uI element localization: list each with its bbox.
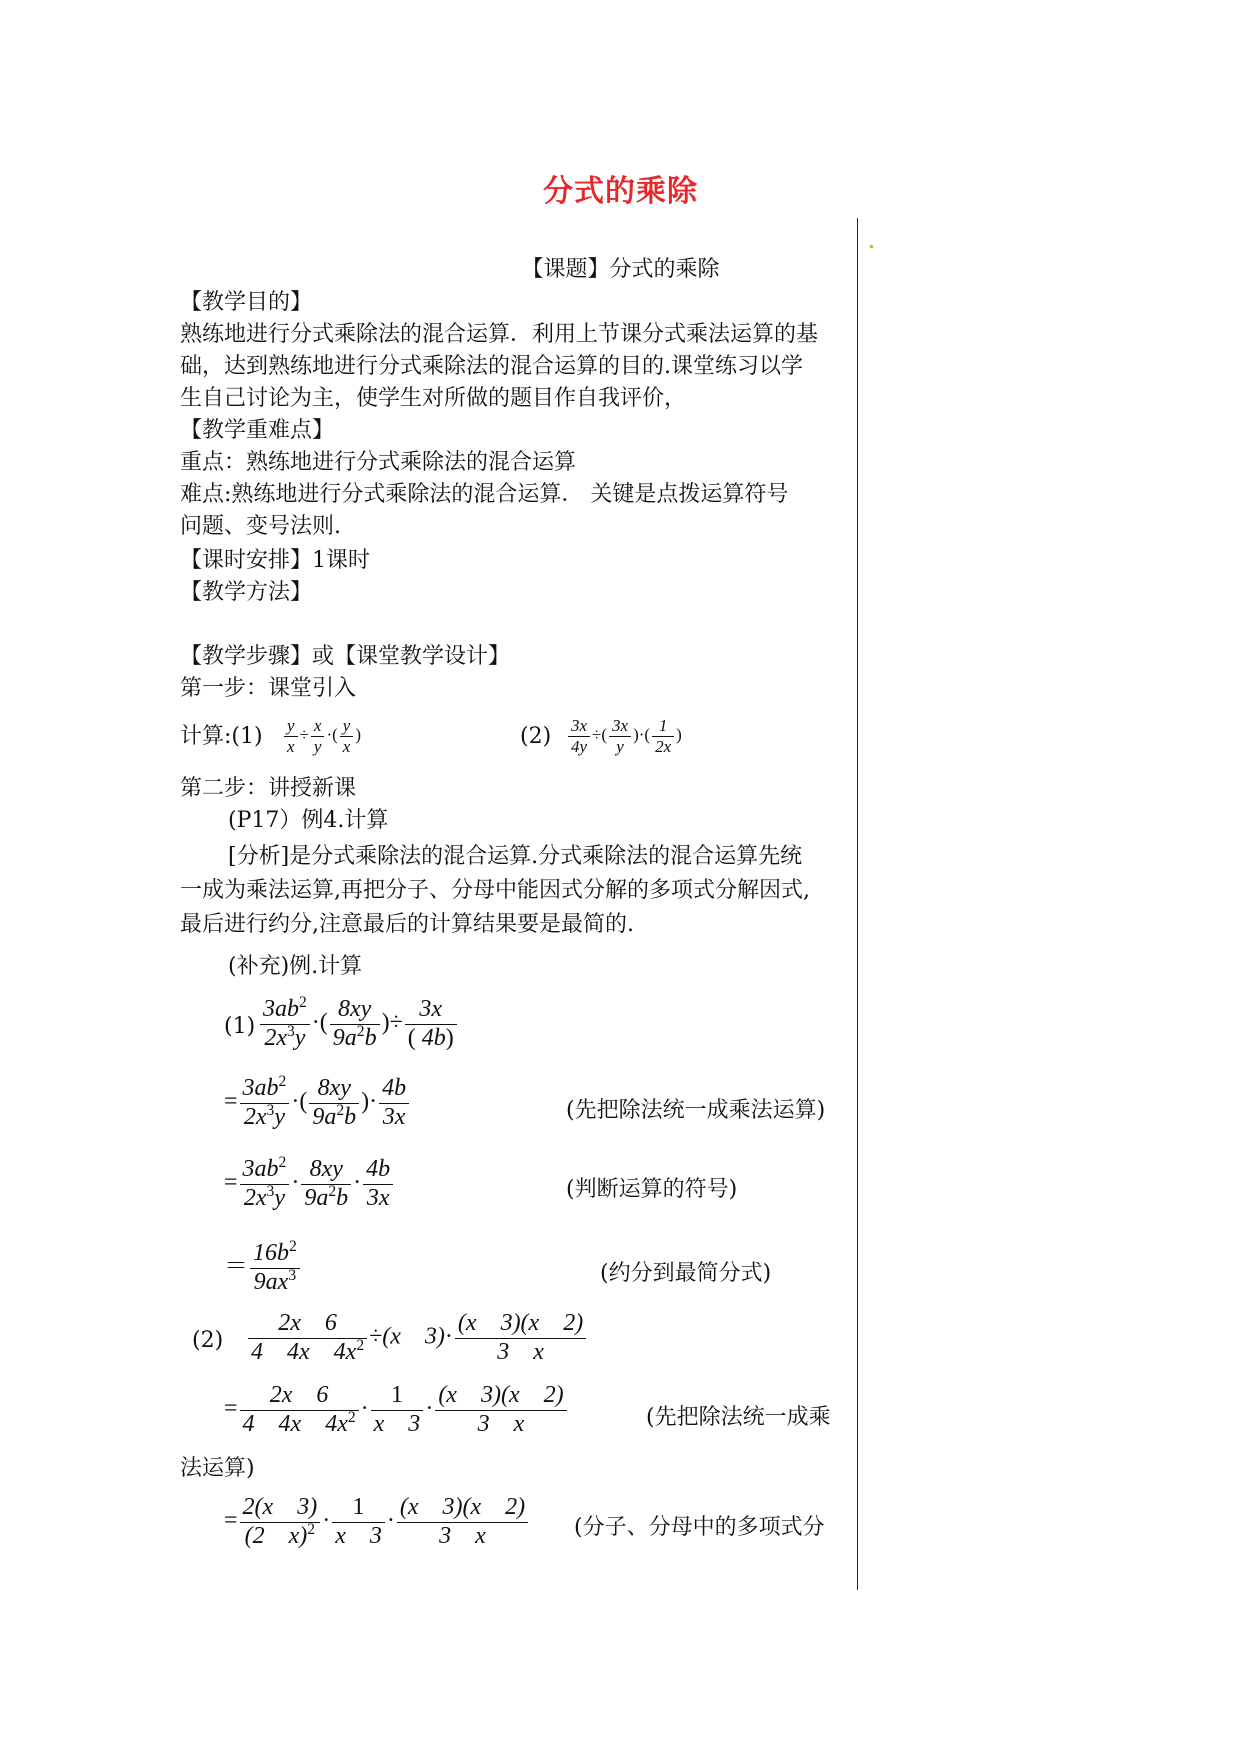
- fraction: $\frac{y}{x}$: [340, 716, 354, 756]
- method-heading: 【教学方法】: [180, 580, 313, 605]
- note-5: (分子、分母中的多项式分: [574, 1515, 825, 1540]
- note-2: (判断运算的符号): [566, 1177, 738, 1202]
- analysis-line-1: [分析]是分式乘除法的混合运算.分式乘除法的混合运算先统: [228, 844, 803, 869]
- key-line-2: 难点:熟练地进行分式乘除法的混合运算． 关键是点拨运算符号: [180, 482, 789, 507]
- ex2-label: (2): [192, 1328, 224, 1353]
- analysis-line-2: 一成为乘法运算,再把分子、分母中能因式分解的多项式分解因式,: [180, 878, 810, 903]
- ex2-step-3: = $\frac{2(x 3)}{(2 x)^2}$ · $\frac{1}{x 3}$ · $\frac{(x 3)(x 2)}{3 x}$: [224, 1494, 530, 1550]
- note-4-cont: 法运算): [180, 1456, 255, 1481]
- key-line-1: 重点：熟练地进行分式乘除法的混合运算: [180, 450, 577, 475]
- calc-label: 计算:(1): [180, 724, 263, 749]
- margin-dot: [870, 245, 873, 248]
- step-2: 第二步：讲授新课: [180, 776, 357, 801]
- ex2-step-1: $\frac{2x 6}{4 4x 4x^2}$ ÷(x 3)· $\frac{(x 3)(x 2)}{3 x}$: [246, 1310, 588, 1366]
- steps-heading: 【教学步骤】或【课堂教学设计】: [180, 644, 511, 669]
- step-1: 第一步：课堂引入: [180, 676, 357, 701]
- analysis-line-3: 最后进行约分,注意最后的计算结果要是最简的.: [180, 912, 634, 937]
- fraction: $\frac{3x}{y}$: [609, 716, 631, 756]
- ex1-step-2: = $\frac{3ab^2}{2x^3y}$ ·( $\frac{8xy}{9a^2b}$ )· $\frac{4b}{3x}$: [224, 1075, 411, 1131]
- note-1: (先把除法统一成乘法运算): [566, 1098, 826, 1123]
- note-3: (约分到最简分式): [600, 1261, 772, 1286]
- fraction: $\frac{y}{x}$: [284, 716, 298, 756]
- key-line-3: 问题、变号法则.: [180, 514, 341, 539]
- key-heading: 【教学重难点】: [180, 418, 335, 443]
- goal-line-1: 熟练地进行分式乘除法的混合运算．利用上节课分式乘法运算的基: [180, 322, 819, 347]
- goal-line-2: 础，达到熟练地进行分式乘除法的混合运算的目的.课堂练习以学: [180, 354, 803, 379]
- lesson-title: 【课题】分式的乘除: [521, 257, 720, 282]
- ex1-label: (1): [224, 1014, 256, 1039]
- ex1-step-1: $\frac{3ab^2}{2x^3y}$ ·( $\frac{8xy}{9a^2b}$ )÷ $\frac{3x}{( 4b)}$: [258, 996, 459, 1052]
- fraction: $\frac{3x}{4y}$: [568, 716, 590, 756]
- intro-expression-2: $\frac{3x}{4y}$ ÷( $\frac{3x}{y}$ )·( $\frac{1}{2x}$ ): [566, 716, 682, 756]
- document-title: 分式的乘除: [543, 174, 698, 209]
- example-4: (P17）例4.计算: [228, 808, 389, 833]
- fraction: $\frac{x}{y}$: [311, 716, 325, 756]
- ex1-result: ＝ $\frac{16b^2}{9ax^3}$: [224, 1240, 302, 1296]
- ex2-step-2: = $\frac{2x 6}{4 4x 4x^2}$ · $\frac{1}{x 3}$ · $\frac{(x 3)(x 2)}{3 x}$: [224, 1382, 569, 1438]
- supplement: (补充)例.计算: [228, 954, 363, 979]
- goal-line-3: 生自己讨论为主，使学生对所做的题目作自我评价，: [180, 386, 687, 411]
- goal-heading: 【教学目的】: [180, 290, 313, 315]
- fraction: $\frac{1}{2x}$: [652, 716, 674, 756]
- calc2-label: (2): [520, 724, 552, 749]
- margin-rule: [857, 218, 858, 1590]
- intro-expression-1: $\frac{y}{x}$ ÷ $\frac{x}{y}$ ·( $\frac{y}{x}$ ): [282, 716, 361, 756]
- note-4: (先把除法统一成乘: [646, 1405, 831, 1430]
- ex1-step-3: = $\frac{3ab^2}{2x^3y}$ · $\frac{8xy}{9a^2b}$ · $\frac{4b}{3x}$: [224, 1156, 395, 1212]
- hours: 【课时安排】1课时: [180, 548, 370, 573]
